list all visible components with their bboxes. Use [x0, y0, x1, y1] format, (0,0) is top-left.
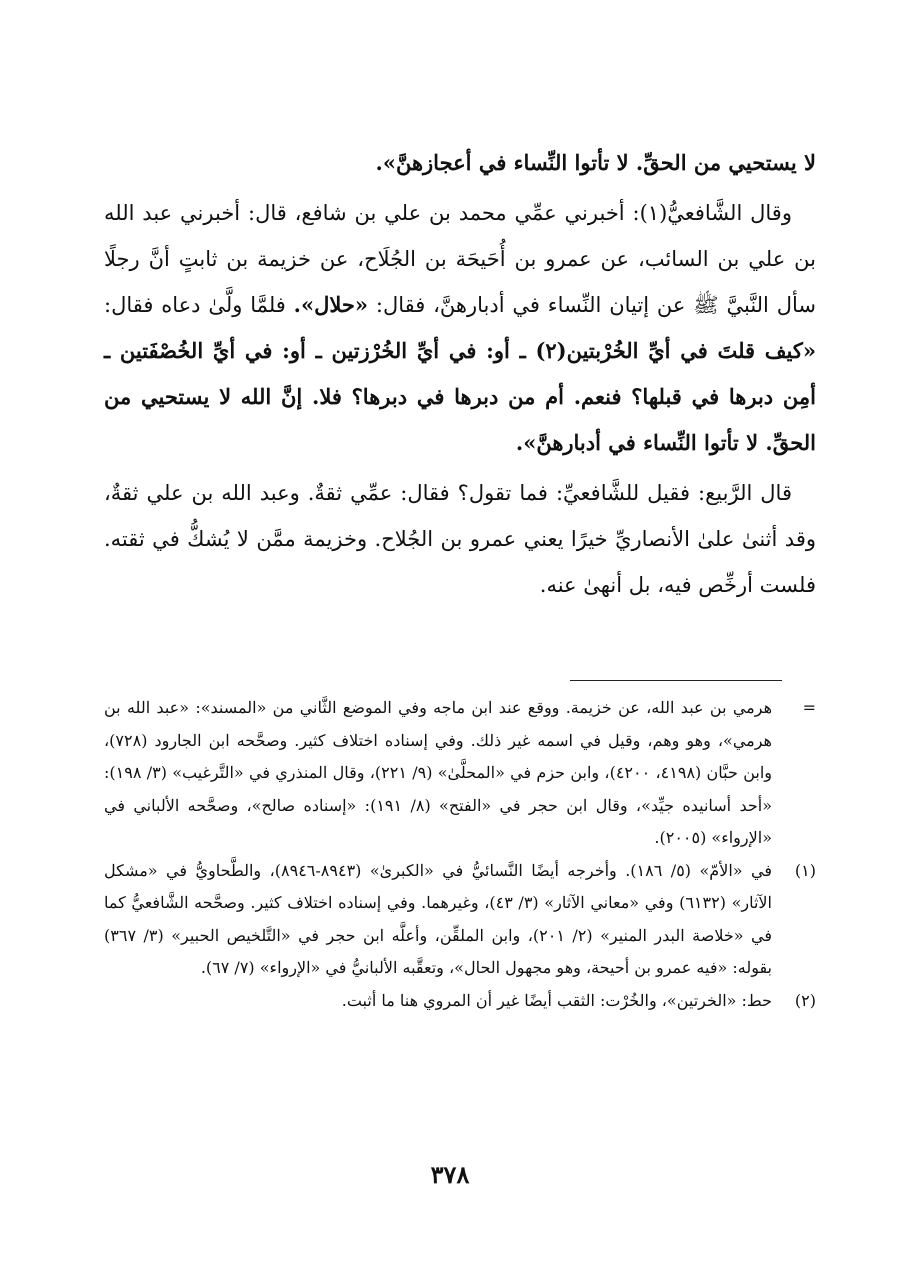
footnote-text: حط: «الخرتين»، والخُرْت: الثقب أيضًا غير أن المروي هنا ما أثبت. [341, 990, 772, 1010]
footnote-2 [104, 985, 816, 1018]
footnote-marker: (١) [794, 860, 816, 880]
narration-mid: فلمَّا ولَّىٰ دعاه فقال: [104, 293, 294, 317]
footnote-marker: = [802, 698, 816, 717]
main-text [104, 140, 816, 608]
footnote-text: في «الأمّ» (٥/ ١٨٦). وأخرجه أيضًا النَّسائيُّ في «الكبرىٰ» (٨٩٤٣-٨٩٤٦)، والطَّحاويُّ في «مشكل الآثار» (٦١٣٢) وفي «معاني الآثار» (٣/ ٤٣)، وغيرهما. وفي إسناده اختلاف كثير. وصحَّحه الشَّافعيُّ كما في «خلاصة البدر المنير» (٢/ ٢٠١)، وابن الملقِّن، وأعلَّه ابن حجر في «التَّلخيص الحبير» (٣/ ٣٦٧) بقوله: «فيه عمرو بن أحيحة، وهو مجهول الحال»، وتعقَّبه الألبانيُّ في «الإرواء» (٧/ ٦٧). [104, 860, 773, 977]
footnote-divider [570, 680, 782, 681]
footnote-1 [104, 855, 816, 985]
page-number: ٣٧٨ [430, 1160, 470, 1189]
narration-bold-halal: «حلال». [293, 292, 369, 317]
paragraph-rabi-comment: قال الرَّبيع: فقيل للشَّافعيِّ: فما تقول؟ فقال: عمِّي ثقةٌ. وعبد الله بن علي ثقةٌ، وقد أثنىٰ علىٰ الأنصاريِّ خيرًا يعني عمرو بن الجُلاح. وخزيمة ممَّن لا يُشكُّ في ثقته. فلست أرخِّص فيه، بل أنهىٰ عنه. [104, 481, 816, 597]
narration-lead: وقال الشَّافعيُّ(١): أخبرني عمِّي محمد بن علي بن شافع، قال: أخبرني عبد الله بن علي بن السائب، عن عمرو بن أُحَيحَة بن الجُلَاح، عن خزيمة بن ثابتٍ أنَّ رجلًا سأل النَّبيَّ ﷺ عن إتيان النِّساء في أدبارهنَّ، فقال: [104, 201, 816, 317]
paragraph-hadith-ending: لا يستحيي من الحقِّ. لا تأتوا النِّساء في أعجازهنَّ». [375, 150, 816, 175]
footnote-text: هرمي بن عبد الله، عن خزيمة. ووقع عند ابن ماجه وفي الموضع الثَّاني من «المسند»: «عبد الله بن هرمي»، وهو وهم، وقيل في اسمه غير ذلك. وفي إسناده اختلاف كثير. وصحَّحه ابن الجارود (٧٢٨)، وابن حبَّان (٤١٩٨، ٤٢٠٠)، وابن حزم في «المحلَّىٰ» (٩/ ٢٢١)، وقال المنذري في «التَّرغيب» (٣/ ١٩٨): «أحد أسانيده جيِّد»، وقال ابن حجر في «الفتح» (٨/ ١٩١): «إسناده صالح»، وصحَّحه الألباني في «الإرواء» (٢٠٠٥). [104, 698, 773, 847]
footnote-continuation [104, 692, 816, 855]
paragraph-shafii-narration [104, 190, 816, 466]
footnotes [104, 692, 816, 1017]
footnote-marker: (٢) [794, 990, 816, 1010]
narration-bold-hadith: «كيف قلتَ في أيِّ الخُرْبتين(٢) ـ أو: في أيِّ الخُرْزتين ـ أو: في أيِّ الخُصْفَتين ـ أمِن دبرها في قبلها؟ فنعم. أم من دبرها في دبرها؟ فلا. إنَّ الله لا يستحيي من الحقِّ. لا تأتوا النِّساء في أدبارهنَّ». [104, 338, 816, 455]
